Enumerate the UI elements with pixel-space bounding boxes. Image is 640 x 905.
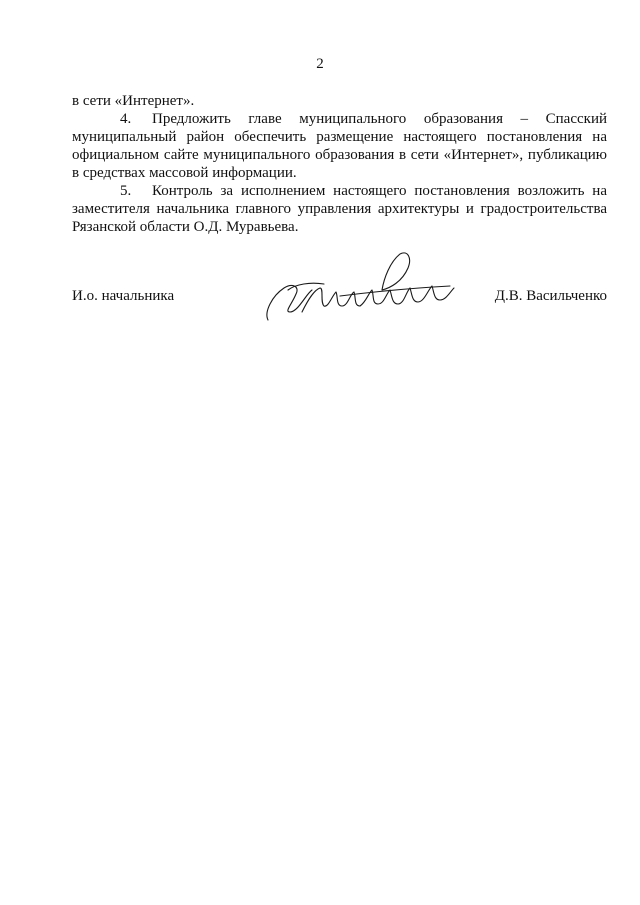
item-4-text: Предложить главе муниципального образования – Спасский муниципальный район обеспечить размещение настоящего постановления на официальном сайте муниципального образования в сети «Интернет», публикацию в средствах массовой информации. <box>72 111 607 181</box>
document-body <box>72 92 607 236</box>
item-5-number: 5. <box>120 183 132 199</box>
paragraph-item-5 <box>72 182 607 236</box>
signature-block <box>72 250 607 330</box>
signatory-title: И.о. начальника <box>72 288 175 304</box>
page-number: 2 <box>316 56 324 72</box>
item-4-number: 4. <box>120 111 132 127</box>
paragraph-item-4 <box>72 110 607 182</box>
handwritten-signature <box>262 250 462 330</box>
paragraph-continuation: в сети «Интернет». <box>72 93 195 109</box>
signatory-name: Д.В. Васильченко <box>494 288 607 304</box>
item-5-text: Контроль за исполнением настоящего постановления возложить на заместителя начальника главного управления архитектуры и градостроительства Рязанской области О.Д. Муравьева. <box>72 183 607 235</box>
